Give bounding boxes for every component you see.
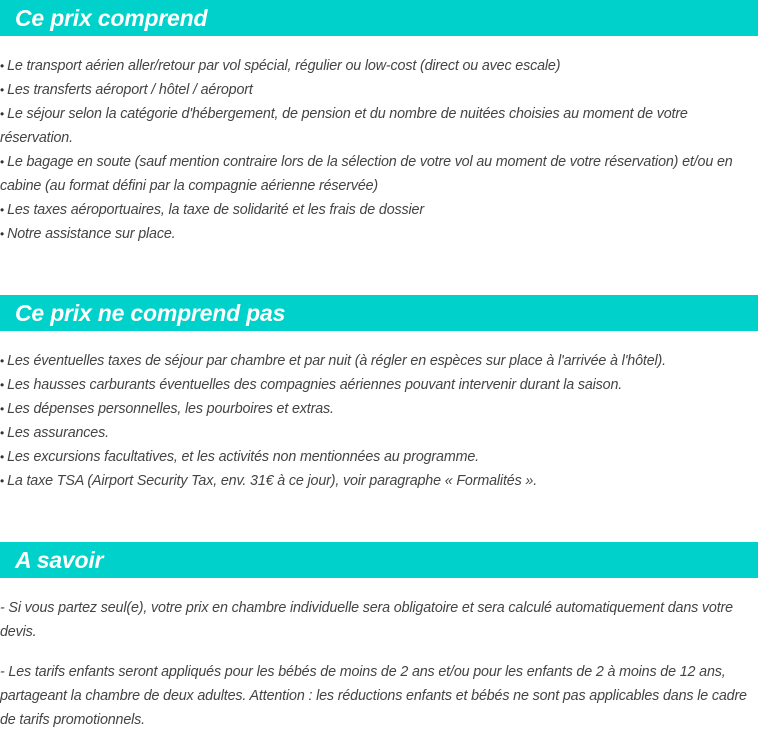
- bullet-icon: •: [0, 402, 5, 416]
- bullet-icon: •: [0, 155, 5, 169]
- list-item-text: Les éventuelles taxes de séjour par chambre et par nuit (à régler en espèces sur place à l'arrivée à l'hôtel).: [7, 353, 666, 369]
- list-item: [0, 349, 758, 373]
- price-excludes-list: [0, 349, 758, 493]
- section-price-includes: [0, 0, 758, 246]
- list-item-text: Les taxes aéroportuaires, la taxe de solidarité et les frais de dossier: [7, 202, 424, 218]
- bullet-icon: •: [0, 227, 5, 241]
- bullet-icon: •: [0, 59, 5, 73]
- list-item: [0, 421, 758, 445]
- list-item-text: Notre assistance sur place.: [7, 226, 176, 242]
- bullet-icon: •: [0, 450, 5, 464]
- bullet-icon: •: [0, 354, 5, 368]
- price-excludes-list-container: [0, 349, 758, 493]
- section-heading-good-to-know: A savoir: [0, 542, 758, 578]
- bullet-icon: •: [0, 203, 5, 217]
- good-to-know-paragraph: - Les tarifs enfants seront appliqués pour les bébés de moins de 2 ans et/ou pour les enfants de 2 à moins de 12 ans, partageant la chambre de deux adultes. Attention : les réductions enfants et bébés ne sont pas applicables dans le cadre de tarifs promotionnels.: [0, 664, 747, 728]
- list-item-text: Le bagage en soute (sauf mention contraire lors de la sélection de votre vol au moment de votre réservation) et/ou en cabine (au format défini par la compagnie aérienne réservée): [0, 154, 733, 194]
- list-item: [0, 445, 758, 469]
- section-heading-price-includes: Ce prix comprend: [0, 0, 758, 36]
- price-includes-list-container: [0, 54, 758, 246]
- list-item-text: Les assurances.: [7, 425, 109, 441]
- list-item-text: La taxe TSA (Airport Security Tax, env. 31€ à ce jour), voir paragraphe « Formalités ».: [7, 473, 538, 489]
- list-item-text: Les excursions facultatives, et les activités non mentionnées au programme.: [7, 449, 479, 465]
- section-heading-price-excludes: Ce prix ne comprend pas: [0, 295, 758, 331]
- list-item: [0, 102, 758, 150]
- list-item-text: Les hausses carburants éventuelles des compagnies aériennes pouvant intervenir durant la saison.: [7, 377, 623, 393]
- good-to-know-content: [0, 596, 758, 732]
- bullet-icon: •: [0, 474, 5, 488]
- list-item: [0, 469, 758, 493]
- list-item: [0, 373, 758, 397]
- list-item-text: Les transferts aéroport / hôtel / aéroport: [7, 82, 253, 98]
- list-item: [0, 150, 758, 198]
- section-price-excludes: [0, 295, 758, 493]
- list-item-text: Les dépenses personnelles, les pourboires et extras.: [7, 401, 334, 417]
- price-includes-list: [0, 54, 758, 246]
- bullet-icon: •: [0, 107, 5, 121]
- good-to-know-paragraph: - Si vous partez seul(e), votre prix en chambre individuelle sera obligatoire et sera calculé automatiquement dans votre devis.: [0, 600, 733, 640]
- bullet-icon: •: [0, 426, 5, 440]
- list-item: [0, 54, 758, 78]
- list-item: [0, 198, 758, 222]
- list-item-text: Le séjour selon la catégorie d'hébergement, de pension et du nombre de nuitées choisies au moment de votre réservation.: [0, 106, 688, 146]
- list-item: [0, 397, 758, 421]
- section-good-to-know: [0, 542, 758, 732]
- list-item: [0, 78, 758, 102]
- bullet-icon: •: [0, 83, 5, 97]
- list-item: [0, 222, 758, 246]
- list-item-text: Le transport aérien aller/retour par vol spécial, régulier ou low-cost (direct ou avec escale): [7, 58, 561, 74]
- bullet-icon: •: [0, 378, 5, 392]
